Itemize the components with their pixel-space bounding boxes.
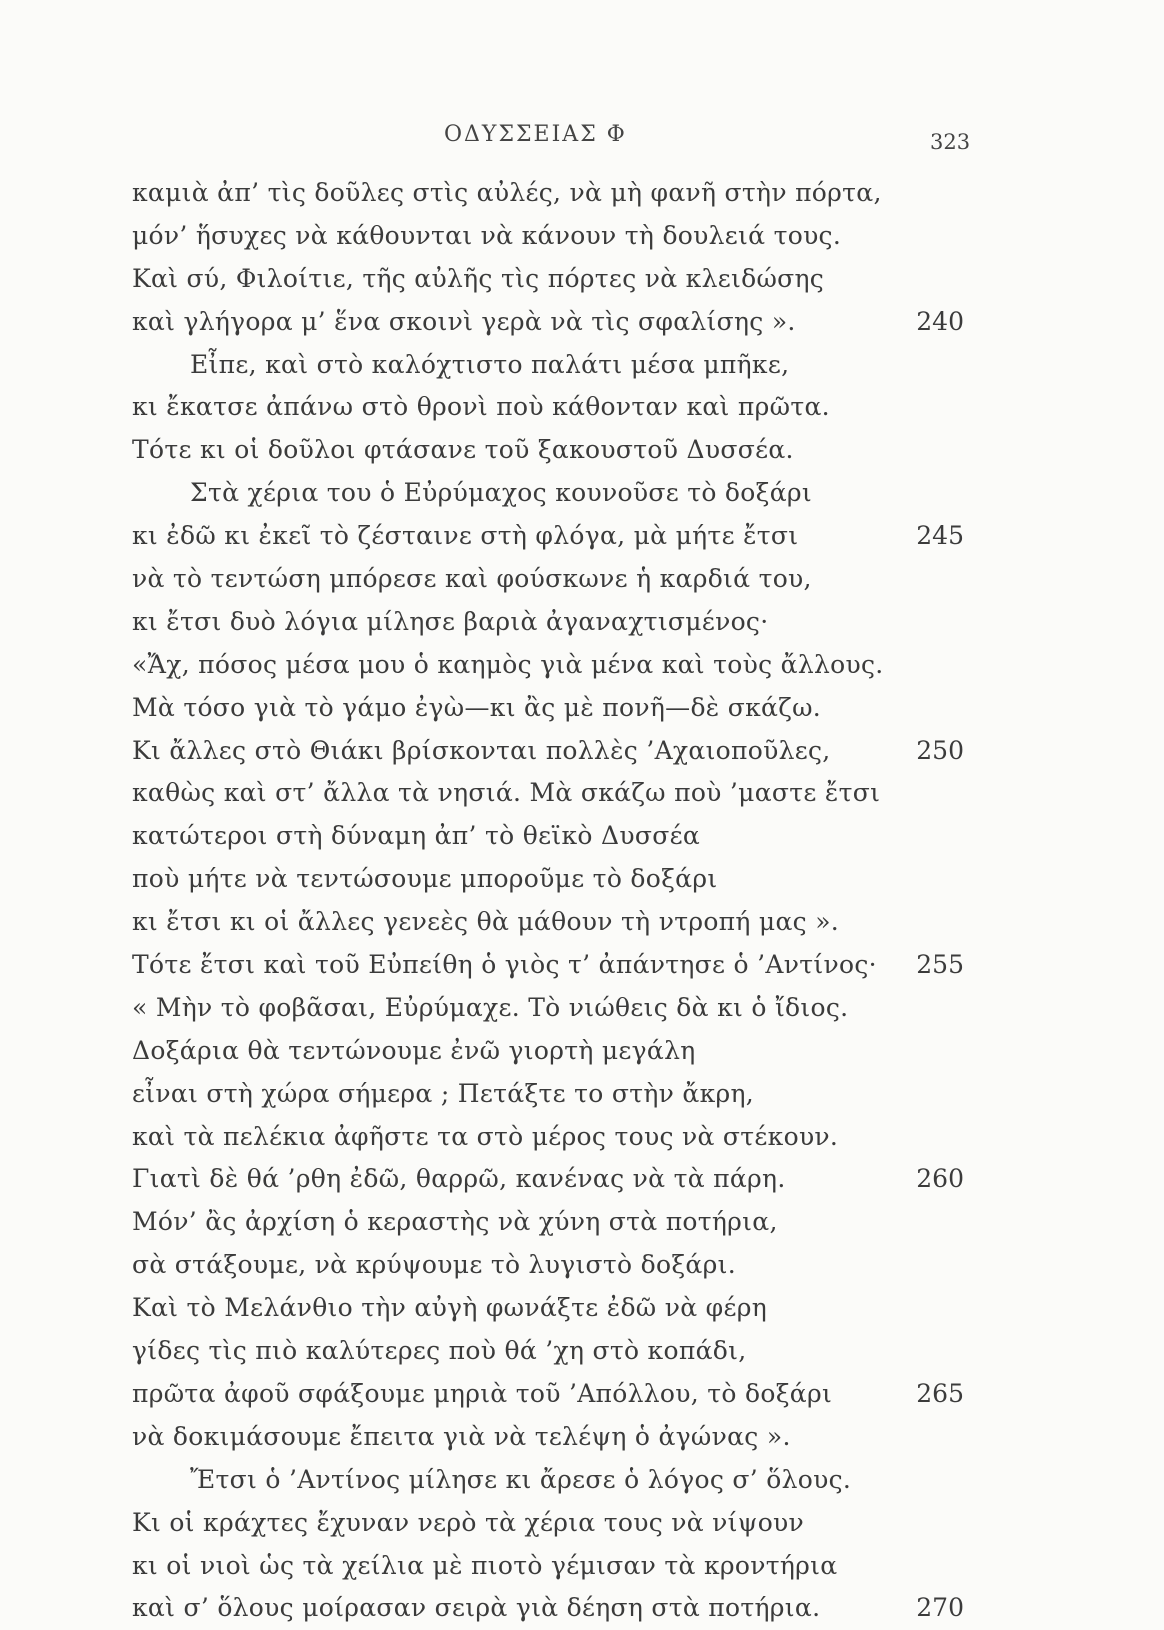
verse-text: Εἶπε, καὶ στὸ καλόχτιστο παλάτι μέσα μπῆκε, [190, 349, 790, 379]
line-number: 250 [916, 735, 964, 765]
verse-line [0, 558, 1164, 601]
verse-text: κι ἔτσι δυὸ λόγια μίλησε βαριὰ ἀγαναχτισμένος· [132, 606, 769, 636]
verse-line [0, 601, 1164, 644]
running-title: ΟΔΥΣΣΕΙΑΣ Φ [444, 122, 627, 147]
verse-line [0, 901, 1164, 944]
line-number: 240 [916, 306, 964, 336]
verse-text: «Ἄχ, πόσος μέσα μου ὁ καημὸς γιὰ μένα καὶ τοὺς ἄλλους. [132, 649, 884, 679]
verse-line [0, 386, 1164, 429]
verse-line [0, 944, 1164, 987]
verse-text: Κι ἄλλες στὸ Θιάκι βρίσκονται πολλὲς ’Αχαιοποῦλες, [132, 735, 831, 765]
verse-line [0, 1073, 1164, 1116]
verse-line [0, 1116, 1164, 1159]
verse-line [0, 515, 1164, 558]
verse-text: Καὶ τὸ Μελάνθιο τὴν αὐγὴ φωνάξτε ἐδῶ νὰ φέρη [132, 1293, 767, 1323]
verse-line [0, 1545, 1164, 1588]
verse-text: κατώτεροι στὴ δύναμη ἀπ’ τὸ θεϊκὸ Δυσσέα [132, 821, 701, 851]
verse-block [0, 172, 1164, 1630]
verse-text: Τότε κι οἱ δοῦλοι φτάσανε τοῦ ξακουστοῦ Δυσσέα. [132, 435, 794, 465]
verse-line [0, 1158, 1164, 1201]
verse-text: καὶ τὰ πελέκια ἀφῆστε τα στὸ μέρος τους νὰ στέκουν. [132, 1121, 839, 1151]
verse-text: Μὰ τόσο γιὰ τὸ γάμο ἐγὼ—κι ἂς μὲ πονῆ—δὲ σκάζω. [132, 692, 822, 722]
verse-text: Γιατὶ δὲ θά ’ρθη ἐδῶ, θαρρῶ, κανένας νὰ τὰ πάρη. [132, 1164, 786, 1194]
verse-line [0, 1030, 1164, 1073]
verse-text: ποὺ μήτε νὰ τεντώσουμε μποροῦμε τὸ δοξάρι [132, 864, 718, 894]
verse-line [0, 987, 1164, 1030]
verse-text: Ἔτσι ὁ ’Αντίνος μίλησε κι ἄρεσε ὁ λόγος σ’ ὅλους. [190, 1464, 852, 1494]
verse-text: κι ἔτσι κι οἱ ἄλλες γενεὲς θὰ μάθουν τὴ ντροπή μας ». [132, 907, 840, 937]
verse-text: Δοξάρια θὰ τεντώνουμε ἐνῶ γιορτὴ μεγάλη [132, 1035, 696, 1065]
verse-line [0, 1459, 1164, 1502]
line-number: 265 [916, 1378, 964, 1408]
running-head [0, 122, 1164, 152]
verse-line [0, 644, 1164, 687]
verse-text: καμιὰ ἀπ’ τὶς δοῦλες στὶς αὐλές, νὰ μὴ φανῆ στὴν πόρτα, [132, 178, 882, 207]
page-number: 323 [930, 130, 971, 154]
verse-line [0, 730, 1164, 773]
verse-line [0, 772, 1164, 815]
verse-line [0, 858, 1164, 901]
verse-text: νὰ δοκιμάσουμε ἔπειτα γιὰ νὰ τελέψη ὁ ἀγώνας ». [132, 1421, 791, 1451]
verse-line [0, 344, 1164, 387]
verse-text: πρῶτα ἀφοῦ σφάξουμε μηριὰ τοῦ ’Απόλλου, τὸ δοξάρι [132, 1378, 833, 1408]
verse-text: Τότε ἔτσι καὶ τοῦ Εὐπείθη ὁ γιὸς τ’ ἀπάντησε ὁ ’Αντίνος· [132, 950, 877, 980]
verse-line [0, 1587, 1164, 1630]
verse-text: Κι οἱ κράχτες ἔχυναν νερὸ τὰ χέρια τους νὰ νίψουν [132, 1507, 805, 1537]
verse-text: καὶ γλήγορα μ’ ἕνα σκοινὶ γερὰ νὰ τὶς σφαλίσης ». [132, 306, 796, 336]
line-number: 255 [916, 950, 964, 980]
verse-line [0, 1373, 1164, 1416]
verse-text: κι ἐδῶ κι ἐκεῖ τὸ ζέσταινε στὴ φλόγα, μὰ μήτε ἔτσι [132, 521, 799, 551]
verse-line [0, 429, 1164, 472]
line-number: 270 [916, 1593, 964, 1623]
line-number: 260 [916, 1164, 964, 1194]
verse-text: εἶναι στὴ χώρα σήμερα ; Πετάξτε το στὴν ἄκρη, [132, 1078, 755, 1108]
verse-text: κι ἔκατσε ἀπάνω στὸ θρονὶ ποὺ κάθονταν καὶ πρῶτα. [132, 392, 830, 422]
verse-text: γίδες τὶς πιὸ καλύτερες ποὺ θά ’χη στὸ κοπάδι, [132, 1336, 747, 1366]
verse-text: Μόν’ ἂς ἀρχίση ὁ κεραστὴς νὰ χύνη στὰ ποτήρια, [132, 1207, 778, 1237]
verse-line [0, 258, 1164, 301]
verse-line [0, 1244, 1164, 1287]
line-number: 245 [916, 521, 964, 551]
verse-line [0, 1201, 1164, 1244]
verse-line [0, 1416, 1164, 1459]
verse-line [0, 301, 1164, 344]
verse-text: κι οἱ νιοὶ ὡς τὰ χείλια μὲ πιοτὸ γέμισαν τὰ κροντήρια [132, 1550, 838, 1580]
verse-text: σὰ στάξουμε, νὰ κρύψουμε τὸ λυγιστὸ δοξάρι. [132, 1250, 736, 1280]
verse-line [0, 815, 1164, 858]
verse-line [0, 1287, 1164, 1330]
verse-text: νὰ τὸ τεντώση μπόρεσε καὶ φούσκωνε ἡ καρδιά του, [132, 564, 812, 594]
verse-text: καθὼς καὶ στ’ ἄλλα τὰ νησιά. Μὰ σκάζω ποὺ ’μαστε ἔτσι [132, 778, 881, 808]
verse-text: μόν’ ἥσυχες νὰ κάθουνται νὰ κάνουν τὴ δουλειά τους. [132, 220, 842, 250]
verse-line [0, 215, 1164, 258]
verse-line [0, 1502, 1164, 1545]
verse-line [0, 1330, 1164, 1373]
verse-text: Στὰ χέρια του ὁ Εὐρύμαχος κουνοῦσε τὸ δοξάρι [190, 478, 812, 508]
verse-line [0, 472, 1164, 515]
verse-line [0, 687, 1164, 730]
verse-text: Καὶ σύ, Φιλοίτιε, τῆς αὐλῆς τὶς πόρτες νὰ κλειδώσης [132, 263, 825, 293]
verse-text: καὶ σ’ ὅλους μοίρασαν σειρὰ γιὰ δέηση στὰ ποτήρια. [132, 1593, 821, 1623]
verse-line [0, 172, 1164, 215]
verse-text: « Μὴν τὸ φοβᾶσαι, Εὐρύμαχε. Τὸ νιώθεις δὰ κι ὁ ἴδιος. [132, 992, 849, 1022]
